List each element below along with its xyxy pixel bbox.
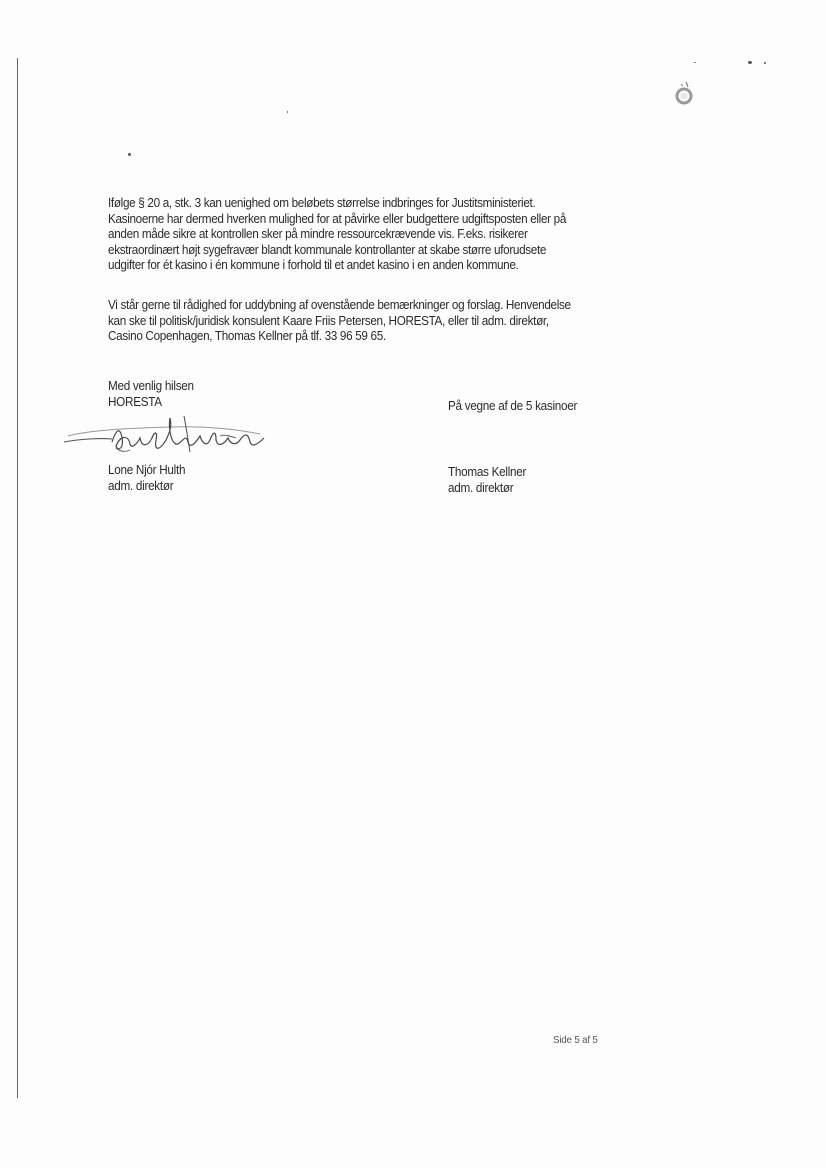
handwritten-signature bbox=[60, 412, 290, 470]
paragraph-line: udgifter for ét kasino i én kommune i forhold til et andet kasino i en anden kommune. bbox=[108, 258, 519, 273]
signatory-name: Lone Njór Hulth bbox=[108, 463, 186, 477]
paragraph-line: ekstraordinært højt sygefravær blandt kommunale kontrollanter at skabe større uforudsete bbox=[108, 242, 547, 257]
paragraph-line: kan ske til politisk/juridisk konsulent Kaare Friis Petersen, HORESTA, eller til adm. direktør, bbox=[108, 313, 549, 328]
scan-speck bbox=[748, 61, 752, 64]
signatory-title: adm. direktør bbox=[108, 478, 174, 493]
page-number: Side 5 af 5 bbox=[553, 1034, 598, 1046]
punch-hole-mark bbox=[668, 78, 700, 108]
scan-edge-line bbox=[17, 58, 18, 1098]
on-behalf-line: På vegne af de 5 kasinoer bbox=[448, 399, 578, 413]
paragraph-dispute bbox=[108, 196, 573, 274]
signatory-name: Thomas Kellner bbox=[448, 465, 527, 479]
scan-speck bbox=[128, 153, 131, 156]
scan-speck bbox=[287, 111, 288, 113]
paragraph-contact bbox=[108, 298, 573, 345]
scan-speck bbox=[694, 62, 696, 63]
closing-block bbox=[108, 379, 194, 410]
closing-greeting: Med venlig hilsen bbox=[108, 379, 194, 393]
signatory-right bbox=[448, 465, 526, 496]
paragraph-line: Kasinoerne har dermed hverken mulighed for at påvirke eller budgettere udgiftsposten eller på bbox=[108, 211, 567, 226]
scan-speck bbox=[764, 62, 766, 64]
paragraph-line: Vi står gerne til rådighed for uddybning af ovenstående bemærkninger og forslag. Henvendelse bbox=[108, 298, 571, 312]
paragraph-line: anden måde sikre at kontrollen sker på mindre ressourcekrævende vis. F.eks. risikerer bbox=[108, 227, 528, 242]
closing-organization: HORESTA bbox=[108, 394, 162, 409]
paragraph-line: Casino Copenhagen, Thomas Kellner på tlf. 33 96 59 65. bbox=[108, 329, 386, 344]
signatory-left bbox=[108, 463, 185, 494]
paragraph-line: Ifølge § 20 a, stk. 3 kan uenighed om beløbets størrelse indbringes for Justitsministeriet. bbox=[108, 196, 536, 210]
signatory-title: adm. direktør bbox=[448, 480, 514, 495]
